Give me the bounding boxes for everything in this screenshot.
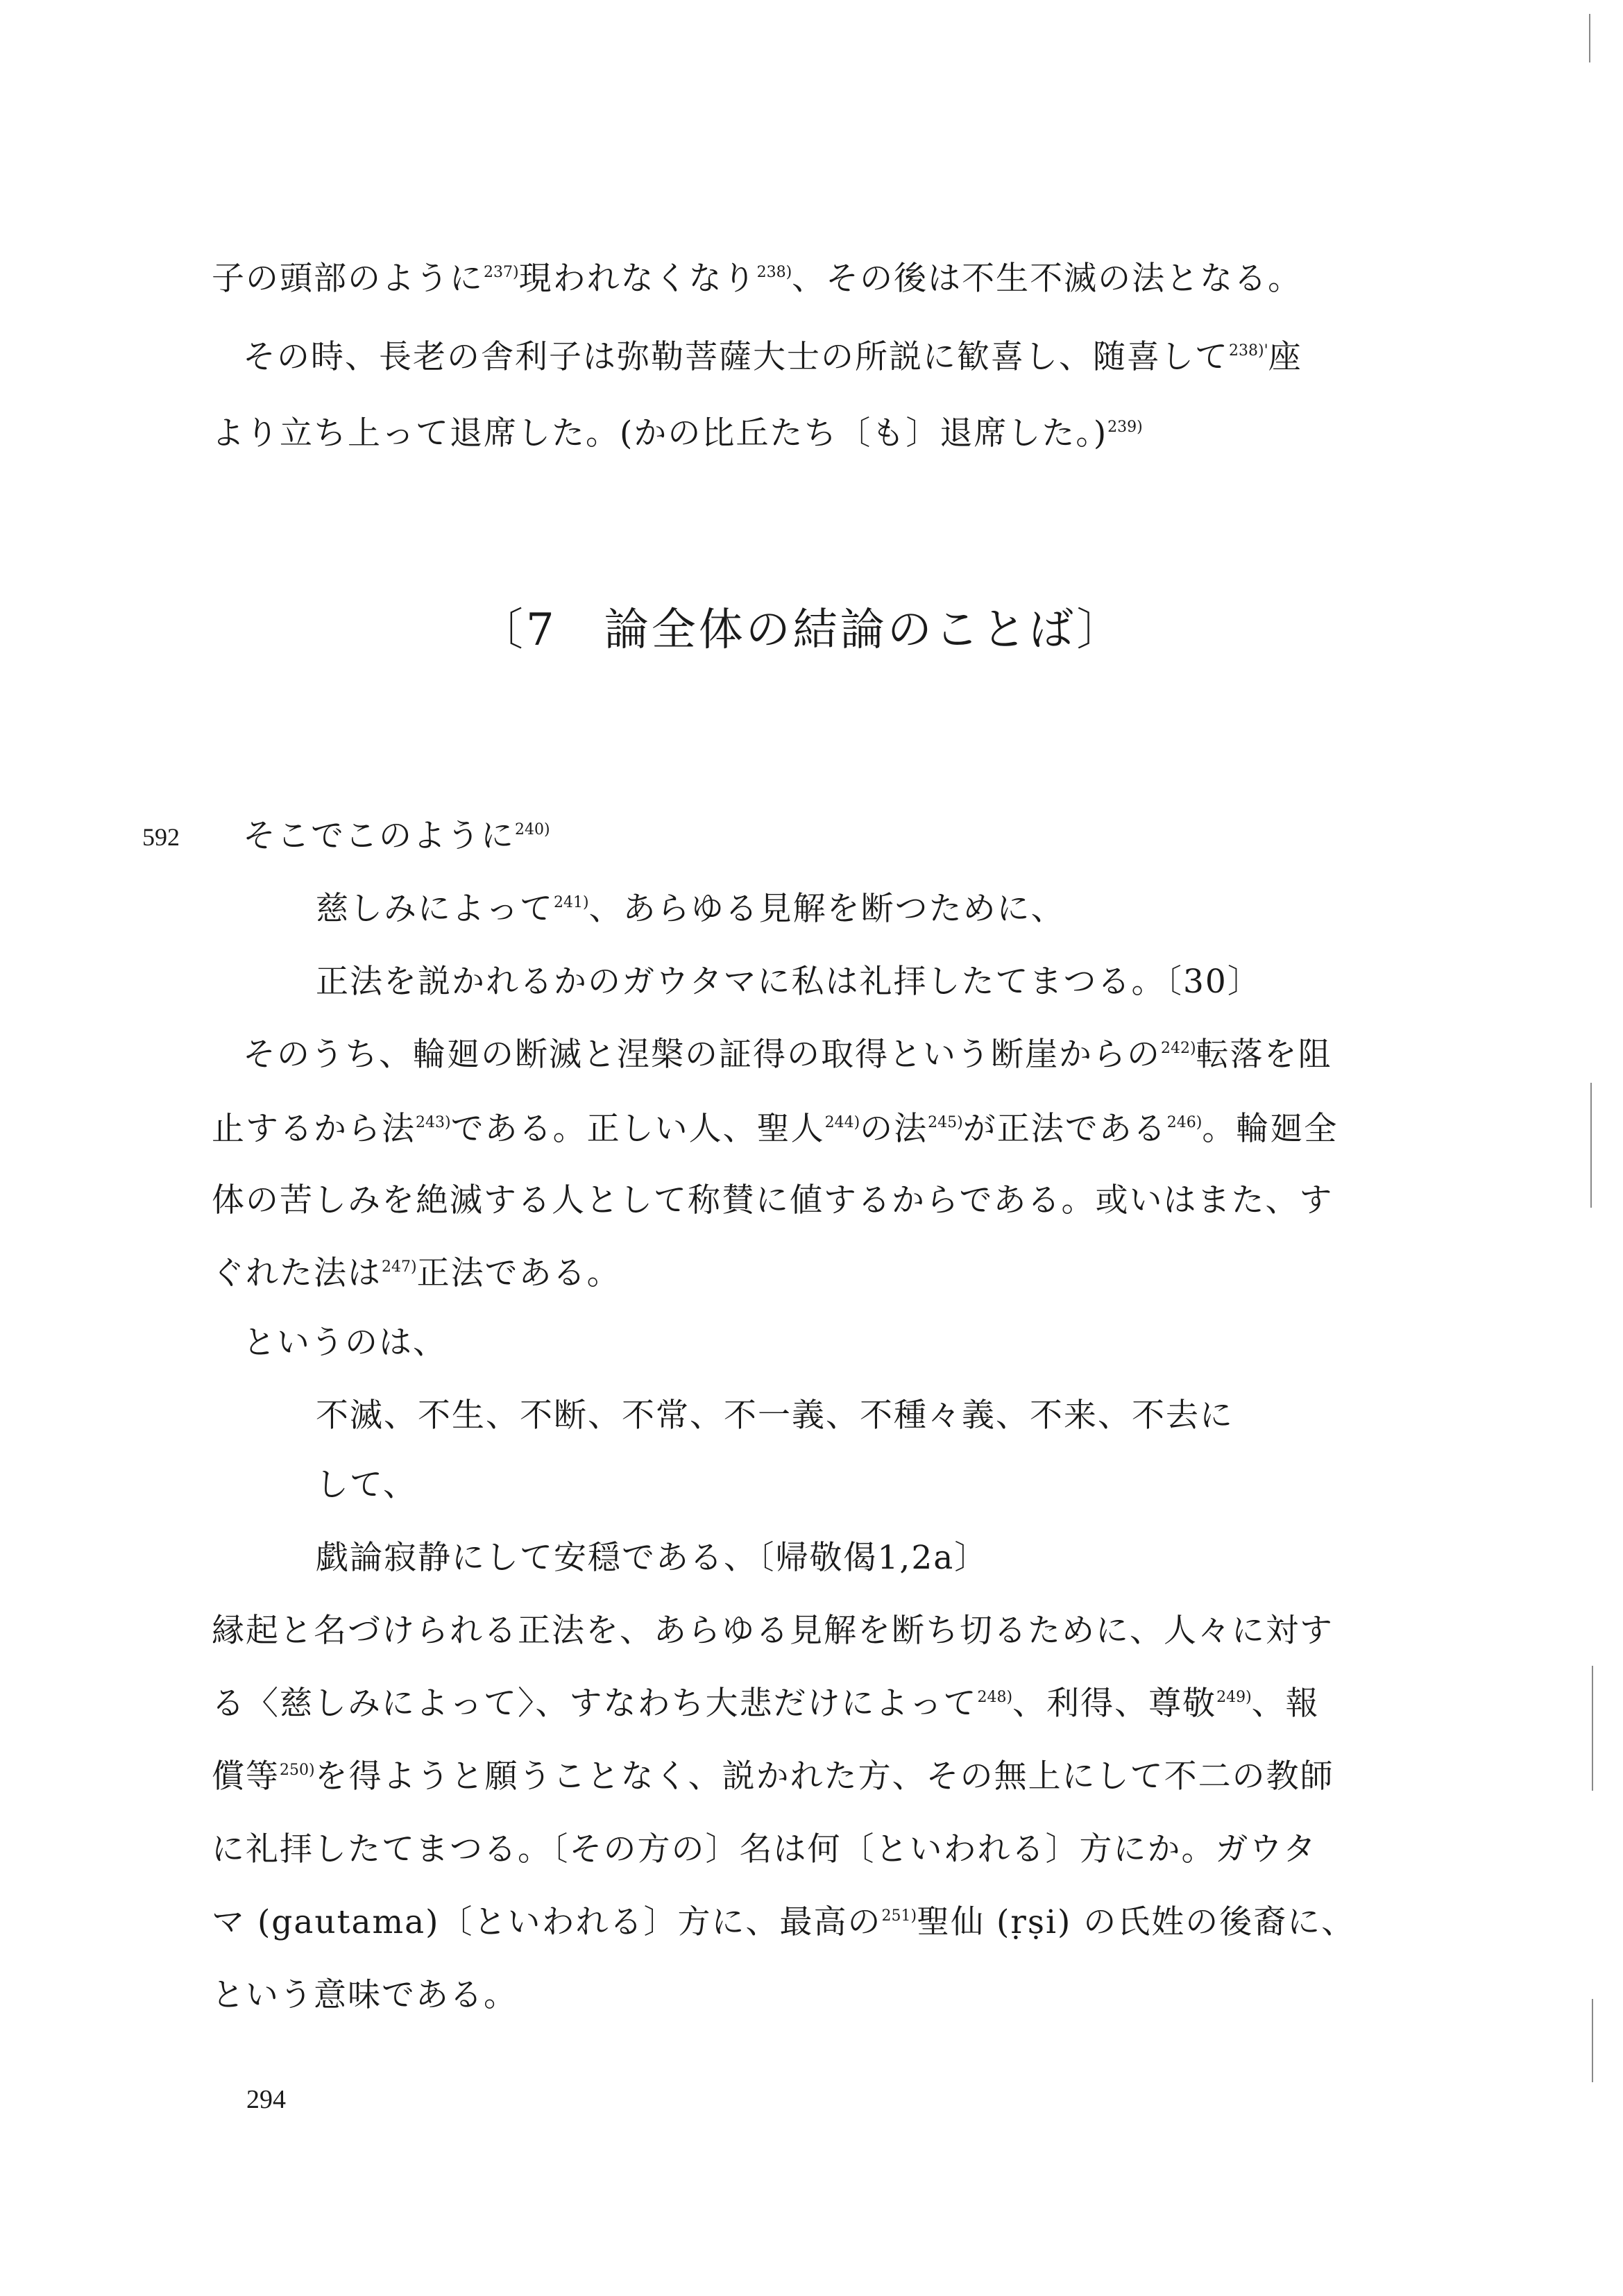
footnote-ref: 244) (824, 1114, 860, 1131)
scan-edge-mark (1592, 1999, 1593, 2082)
text-run: 体の苦しみを絶滅する人として称賛に値するからである。或いはまた、す (212, 1181, 1334, 1219)
footnote-ref: 237) (484, 264, 519, 281)
text-run: 聖仙 (ṛṣi) の氏姓の後裔に、 (917, 1903, 1356, 1941)
body-text-line (212, 258, 1302, 306)
footnote-ref: 251) (881, 1907, 917, 1925)
footnote-ref: 250) (280, 1762, 315, 1779)
body-text-line (243, 1034, 1332, 1082)
footnote-ref: 238)' (1229, 342, 1268, 360)
verse-line (316, 1395, 1234, 1437)
page-number: 294 (246, 2085, 286, 2114)
body-text-line (212, 413, 1143, 461)
text-run: に礼拝したてまつる。〔その方の〕名は何〔といわれる〕方にか。ガウタ (212, 1830, 1318, 1868)
scan-edge-mark (1592, 1666, 1593, 1791)
text-run: 、報 (1251, 1685, 1320, 1723)
footnote-ref: 243) (416, 1114, 451, 1131)
footnote-ref: 248) (977, 1689, 1013, 1706)
text-run: 子の頭部のように (212, 260, 484, 298)
body-text-line (243, 337, 1302, 385)
text-run: が正法である (962, 1110, 1167, 1148)
text-run: の法 (860, 1110, 928, 1148)
footnote-ref: 247) (382, 1258, 417, 1276)
body-text-line (212, 1610, 1334, 1652)
scan-edge-mark (1590, 1083, 1592, 1208)
text-run: 、あらゆる見解を断つために、 (588, 890, 1065, 928)
body-text-line (212, 1975, 518, 2016)
verse-line (316, 961, 1261, 1003)
text-run: る〈慈しみによって〉、すなわち大悲だけによって (212, 1685, 978, 1723)
footnote-ref: 245) (928, 1114, 963, 1131)
text-run: 現われなくなり (518, 260, 757, 298)
text-run: そこでこのように (243, 817, 515, 855)
text-run: 不滅、不生、不断、不常、不一義、不種々義、不来、不去に (316, 1396, 1234, 1435)
text-run: 転落を阻 (1196, 1036, 1332, 1074)
text-run: その時、長老の舎利子は弥勒菩薩大士の所説に歓喜し、随喜して (243, 338, 1229, 376)
footnote-ref: 240) (515, 821, 550, 838)
section-heading: 〔7 論全体の結論のことば〕 (479, 605, 1124, 656)
text-run: して、 (316, 1466, 418, 1504)
text-run: を得ようと願うことなく、説かれた方、その無上にして不二の教師 (314, 1757, 1334, 1796)
text-run: そのうち、輪廻の断滅と涅槃の証得の取得という断崖からの (243, 1036, 1161, 1074)
footnote-ref: 249) (1216, 1689, 1252, 1706)
footnote-ref: 238) (756, 264, 792, 281)
verse-line (316, 888, 1065, 936)
body-text-line (243, 816, 550, 863)
margin-number: 592 (142, 823, 180, 851)
text-run: 座 (1268, 338, 1302, 376)
text-run: という意味である。 (212, 1976, 518, 2014)
footnote-ref: 241) (554, 894, 589, 911)
footnote-ref: 242) (1161, 1040, 1196, 1057)
text-run: より立ち上って退席した。(かの比丘たち〔も〕退席した。) (212, 414, 1108, 453)
text-run: 止するから法 (212, 1110, 416, 1148)
text-run: 償等 (212, 1757, 280, 1796)
text-run: マ (gautama)〔といわれる〕方に、最高の (212, 1903, 882, 1941)
text-run: 戯論寂静にして安穏である、〔帰敬偈1,2a〕 (316, 1539, 989, 1577)
text-run: 、利得、尊敬 (1012, 1685, 1217, 1723)
footnote-ref: 239) (1107, 419, 1143, 436)
text-run: である。正しい人、聖人 (450, 1110, 825, 1148)
text-run: 縁起と名づけられる正法を、あらゆる見解を断ち切るために、人々に対す (212, 1612, 1334, 1650)
footnote-ref: 246) (1166, 1114, 1203, 1131)
scan-edge-mark (1589, 14, 1590, 62)
body-text-line (212, 1902, 1355, 1950)
body-text-line (212, 1683, 1320, 1731)
text-run: というのは、 (243, 1324, 447, 1362)
verse-line (316, 1537, 988, 1579)
verse-line (316, 1464, 417, 1506)
text-run: 、その後は不生不滅の法となる。 (792, 260, 1302, 298)
body-text-line (212, 1180, 1334, 1222)
text-run: 。輪廻全 (1202, 1110, 1339, 1148)
body-text-line (212, 1829, 1317, 1871)
text-run: 慈しみによって (316, 890, 554, 928)
body-text-line (243, 1322, 447, 1364)
text-run: ぐれた法は (212, 1254, 382, 1292)
text-run: 正法を説かれるかのガウタマに私は礼拝したてまつる。〔30〕 (316, 963, 1261, 1001)
text-run: 正法である。 (416, 1254, 621, 1292)
body-text-line (212, 1108, 1338, 1156)
body-text-line (212, 1756, 1334, 1804)
body-text-line (212, 1253, 621, 1301)
